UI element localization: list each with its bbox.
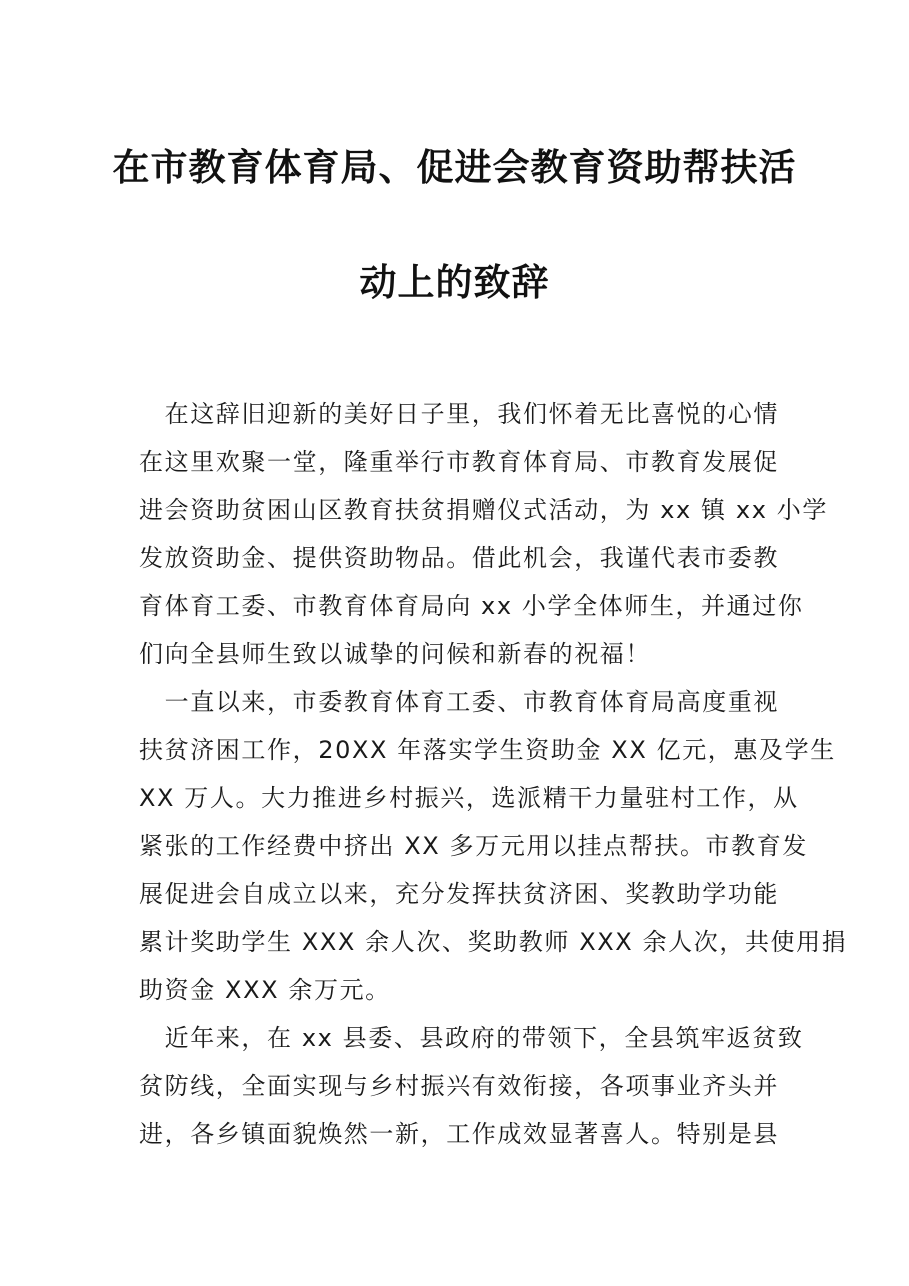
paragraph-line: 在这辞旧迎新的美好日子里，我们怀着无比喜悦的心情 — [139, 400, 779, 428]
paragraph-line: 进会资助贫困山区教育扶贫捐赠仪式活动，为 xx 镇 xx 小学 — [139, 496, 828, 524]
paragraph-line: 在这里欢聚一堂，隆重举行市教育体育局、市教育发展促 — [139, 448, 779, 476]
paragraph-2 — [139, 678, 848, 1014]
document-title-line-2: 动上的致辞 — [359, 260, 550, 304]
paragraph-line: 近年来，在 xx 县委、县政府的带领下，全县筑牢返贫致 — [139, 1024, 804, 1052]
paragraph-line: 们向全县师生致以诚挚的问候和新春的祝福！ — [139, 640, 651, 668]
paragraph-line: 贫防线，全面实现与乡村振兴有效衔接，各项事业齐头并 — [139, 1072, 779, 1100]
paragraph-line: 助资金 XXX 余万元。 — [139, 976, 391, 1004]
paragraph-1 — [139, 390, 828, 678]
document-title-line-1: 在市教育体育局、促进会教育资助帮扶活 — [112, 145, 797, 189]
paragraph-line: 扶贫济困工作，20XX 年落实学生资助金 XX 亿元，惠及学生 — [139, 736, 836, 764]
paragraph-line: 累计奖助学生 XXX 余人次、奖助教师 XXX 余人次，共使用捐 — [139, 928, 848, 956]
paragraph-line: 一直以来，市委教育体育工委、市教育体育局高度重视 — [139, 688, 779, 716]
paragraph-3 — [139, 1014, 804, 1158]
paragraph-line: 发放资助金、提供资助物品。借此机会，我谨代表市委教 — [139, 544, 779, 572]
document-body — [139, 390, 848, 1158]
paragraph-line: 进，各乡镇面貌焕然一新，工作成效显著喜人。特别是县 — [139, 1120, 779, 1148]
paragraph-line: 展促进会自成立以来，充分发挥扶贫济困、奖教助学功能 — [139, 880, 779, 908]
paragraph-line: 紧张的工作经费中挤出 XX 多万元用以挂点帮扶。市教育发 — [139, 832, 808, 860]
paragraph-line: 育体育工委、市教育体育局向 xx 小学全体师生，并通过你 — [139, 592, 804, 620]
paragraph-line: XX 万人。大力推进乡村振兴，选派精干力量驻村工作，从 — [139, 784, 799, 812]
